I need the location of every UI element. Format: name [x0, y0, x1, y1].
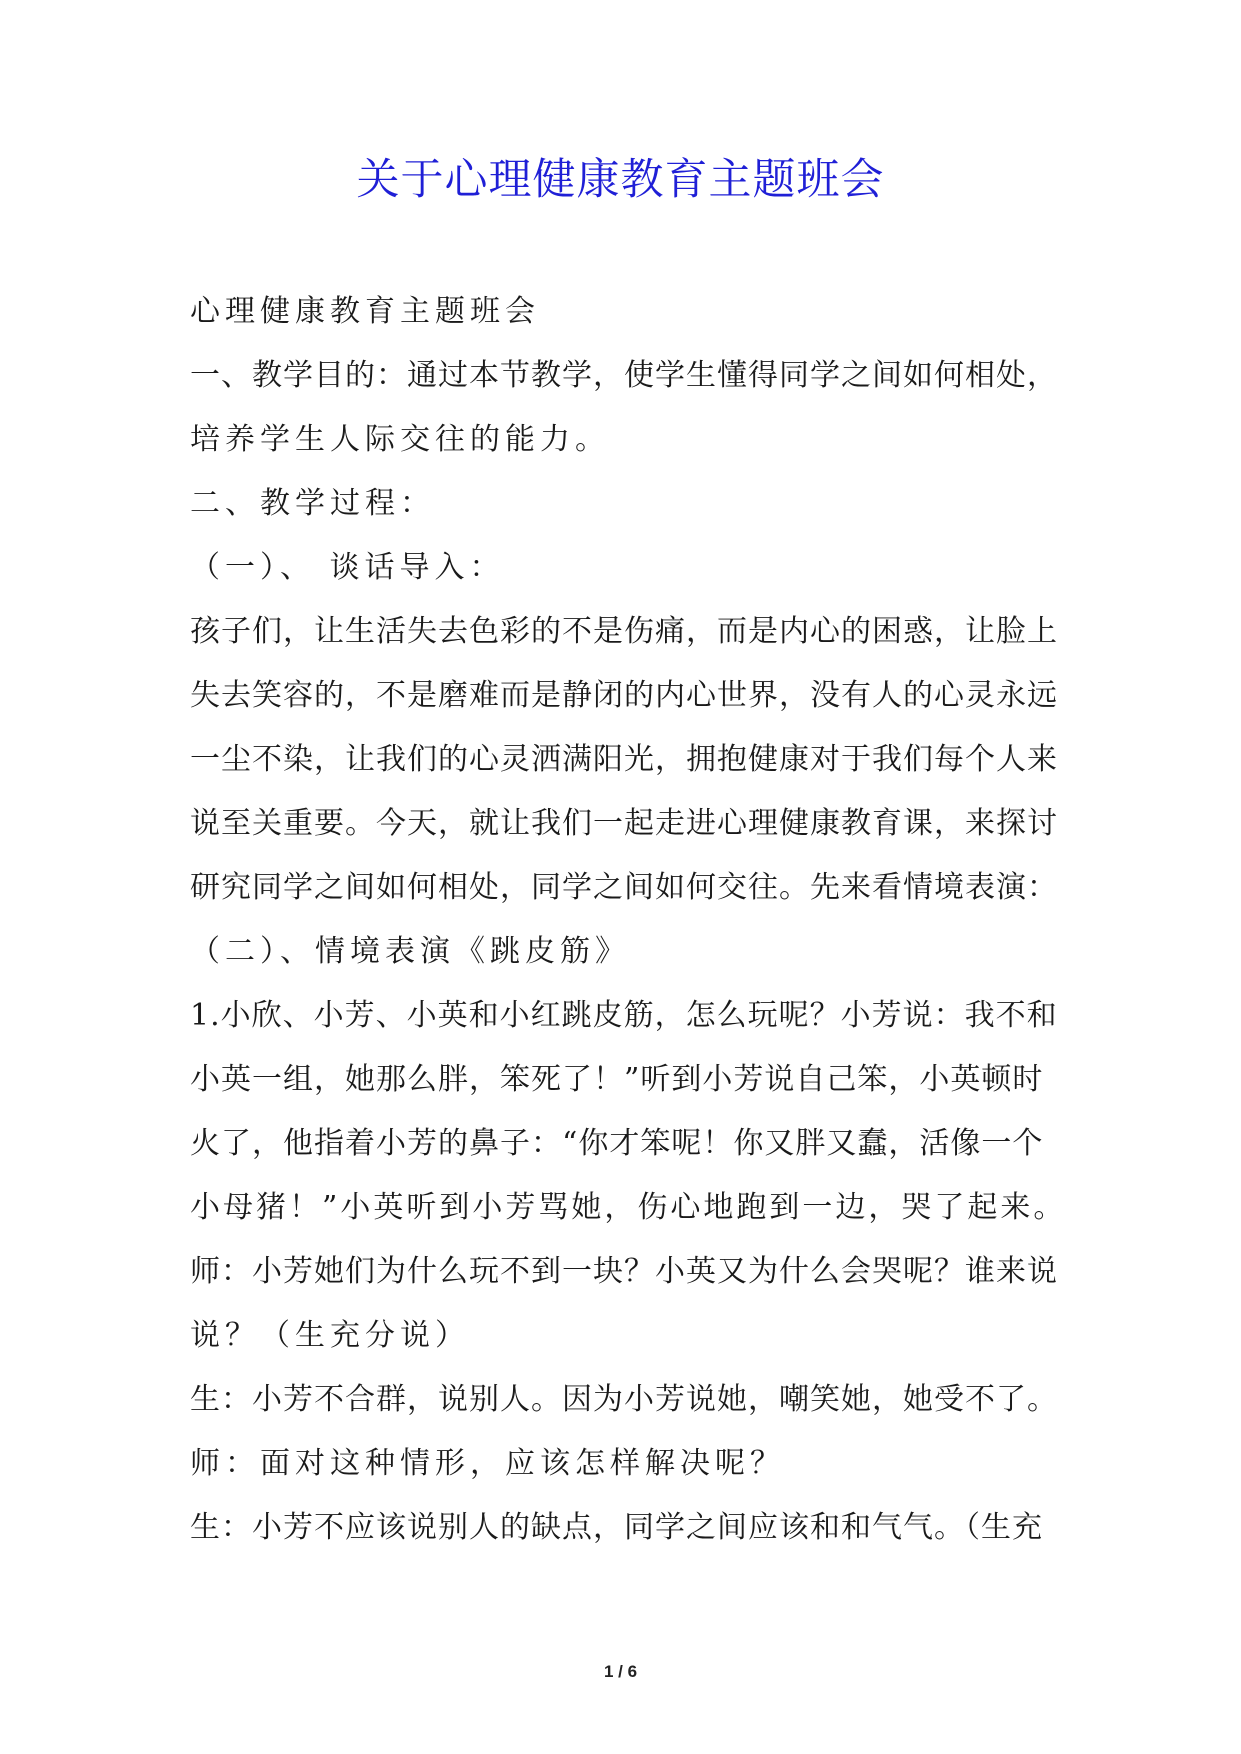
text-line: 心理健康教育主题班会 [190, 294, 540, 329]
text-line: 师：面对这种情形，应该怎样解决呢？ [190, 1446, 785, 1481]
text-line: 小英一组，她那么胖，笨死了！”听到小芳说自己笨，小英顿时 [190, 1062, 1044, 1097]
text-line: 研究同学之间如何相处，同学之间如何交往。先来看情境表演： [190, 870, 1058, 905]
text-line: （一）、 谈话导入： [190, 550, 505, 585]
text-line: 失去笑容的，不是磨难而是静闭的内心世界，没有人的心灵永远 [190, 678, 1058, 713]
text-line: 生：小芳不合群，说别人。因为小芳说她，嘲笑她，她受不了。 [190, 1382, 1058, 1417]
text-line: 说？（生充分说） [190, 1318, 470, 1353]
text-line: 培养学生人际交往的能力。 [190, 422, 610, 457]
document-body [190, 280, 1070, 1560]
text-line: 二、教学过程： [190, 486, 435, 521]
text-line: 1.小欣、小芳、小英和小红跳皮筋，怎么玩呢？小芳说：我不和 [190, 998, 1058, 1033]
text-line: 一尘不染，让我们的心灵洒满阳光，拥抱健康对于我们每个人来 [190, 742, 1058, 777]
text-line: 孩子们，让生活失去色彩的不是伤痛，而是内心的困惑，让脸上 [190, 614, 1058, 649]
text-line: 火了，他指着小芳的鼻子：“你才笨呢！你又胖又蠢，活像一个 [190, 1126, 1044, 1161]
text-line: 一、教学目的：通过本节教学，使学生懂得同学之间如何相处， [190, 358, 1058, 393]
document-title: 关于心理健康教育主题班会 [356, 155, 885, 205]
text-line: 生：小芳不应该说别人的缺点，同学之间应该和和气气。（生充 [190, 1510, 1043, 1545]
page-number: 1 / 6 [603, 1662, 638, 1681]
text-line: 小母猪！”小英听到小芳骂她，伤心地跑到一边，哭了起来。 [190, 1190, 1067, 1225]
text-line: （二）、情境表演《跳皮筋》 [190, 934, 630, 969]
text-line: 师：小芳她们为什么玩不到一块？小英又为什么会哭呢？谁来说 [190, 1254, 1058, 1289]
text-line: 说至关重要。今天，就让我们一起走进心理健康教育课，来探讨 [190, 806, 1058, 841]
